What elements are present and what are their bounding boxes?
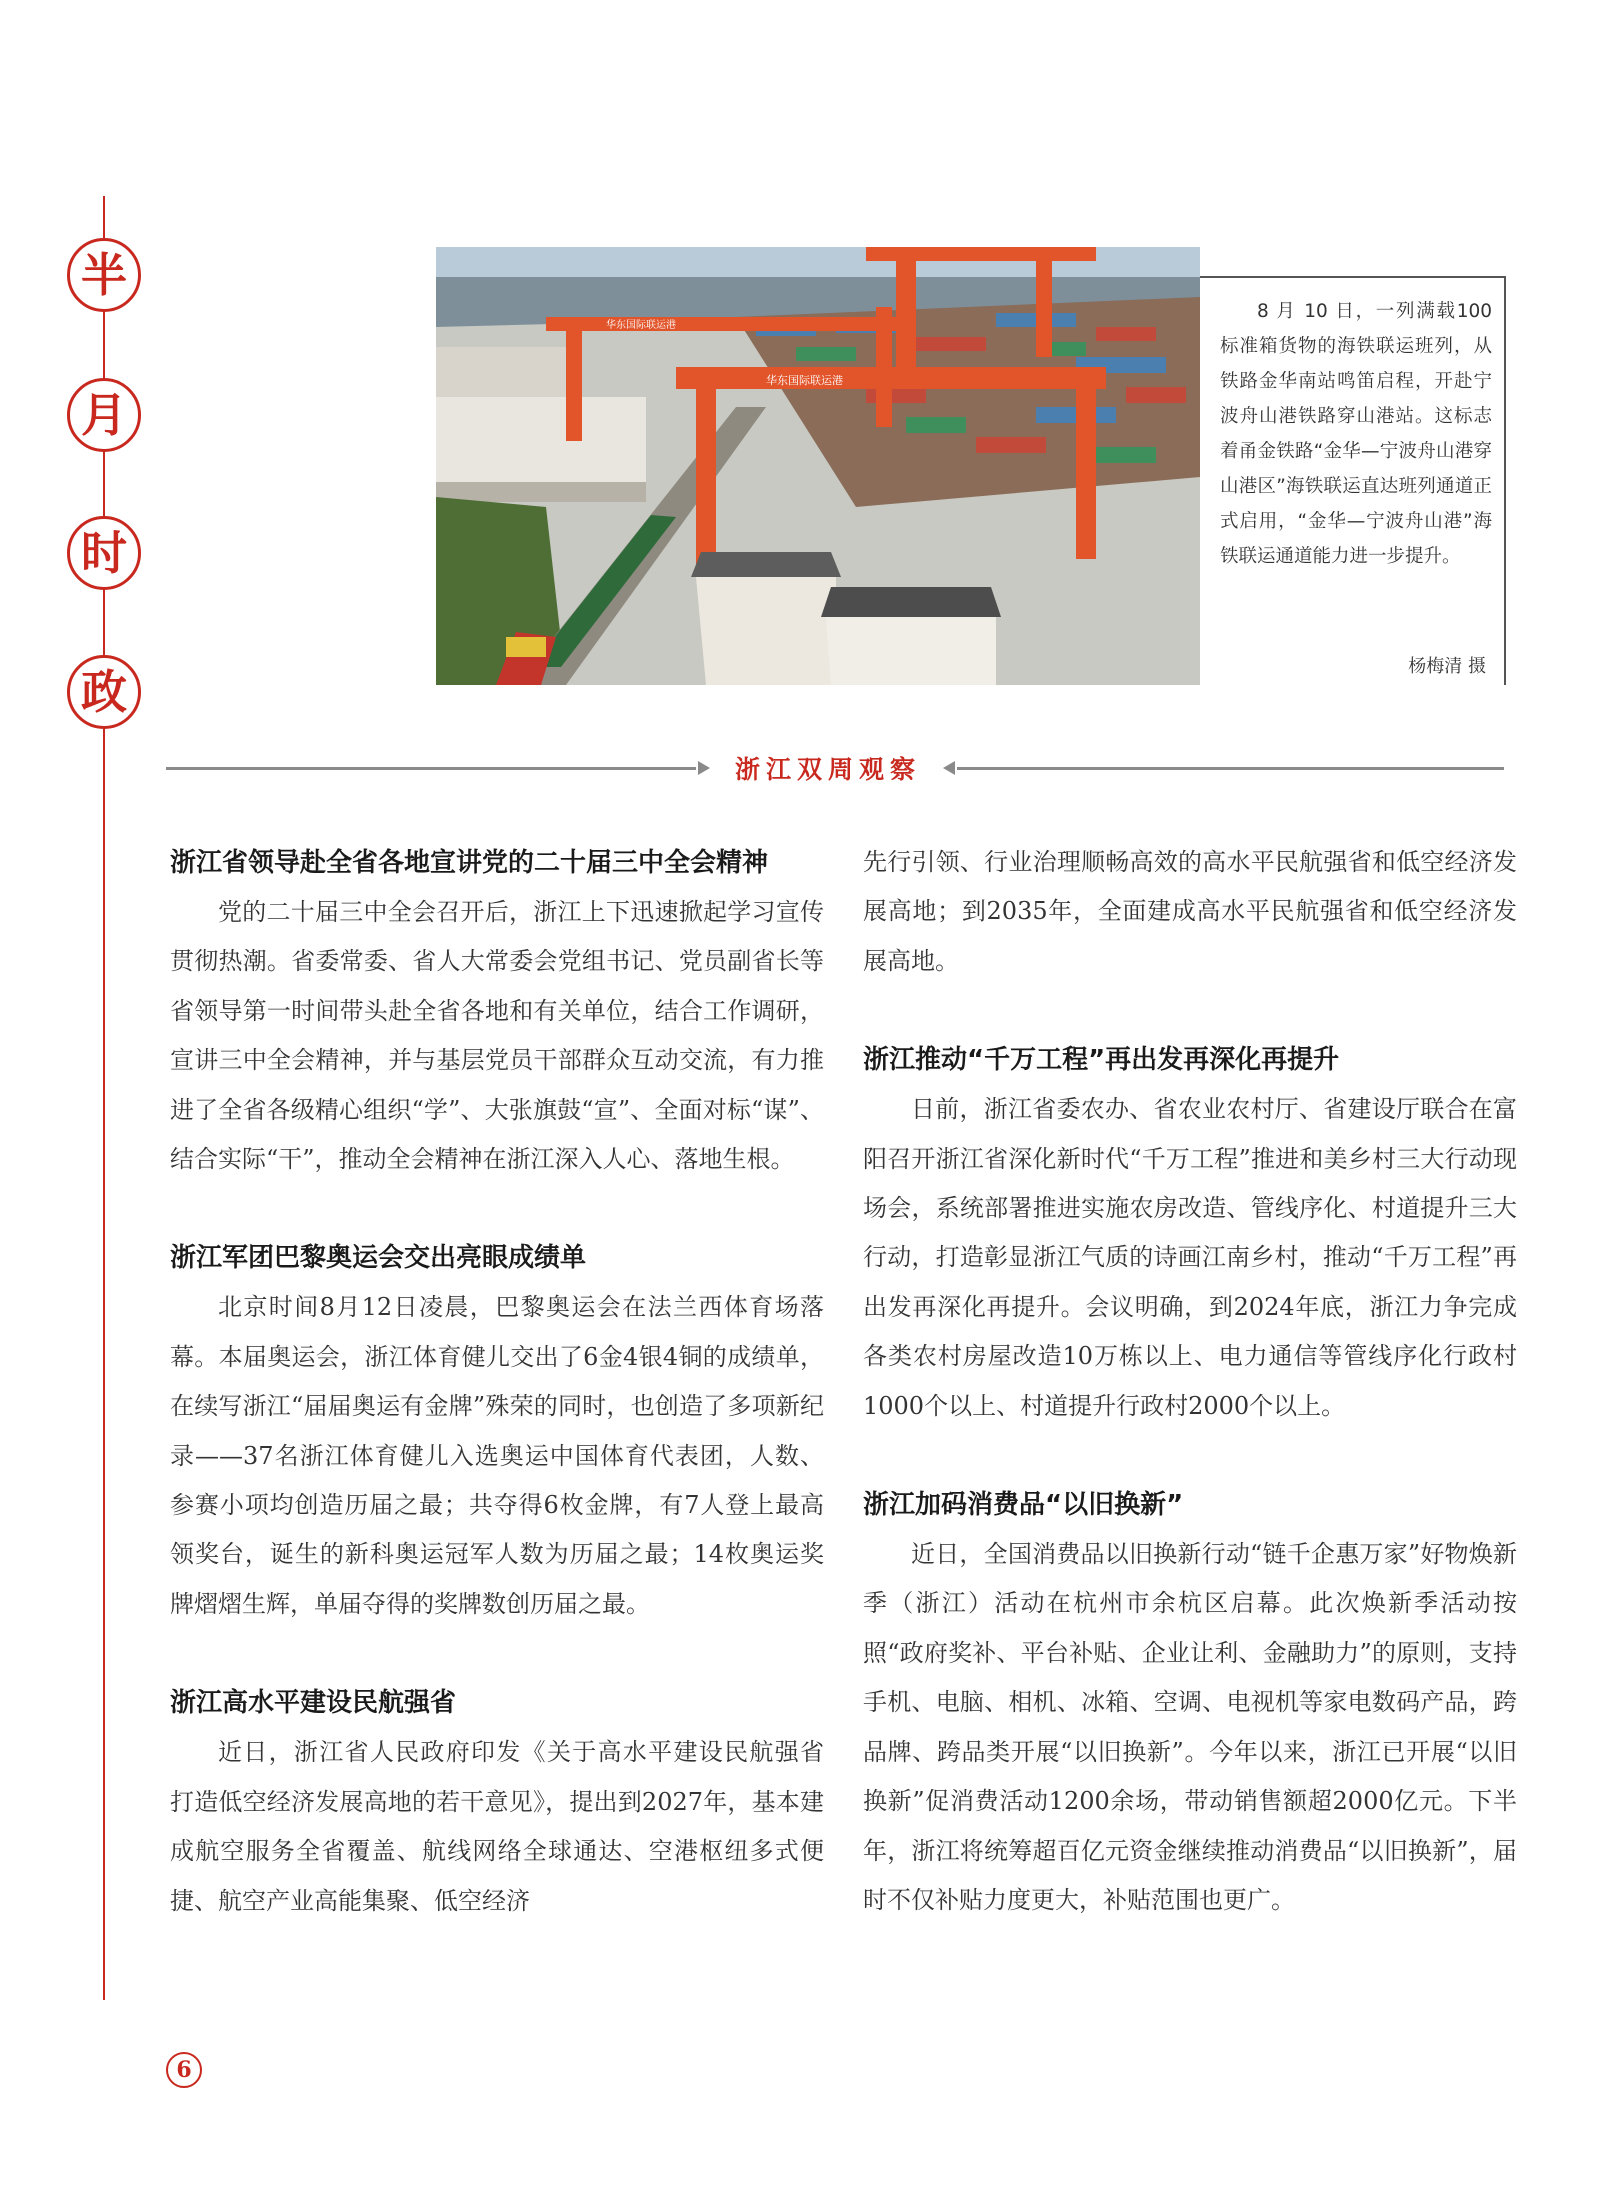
article-title: 浙江高水平建设民航强省 [170,1688,457,1719]
section-rule-right [957,767,1504,770]
page-number: 6 [166,2052,202,2088]
article-body-continued: 先行引领、行业治理顺畅高效的高水平民航强省和低空经济发展高地；到2035年，全面建成高水平民航强省和低空经济发展高地。 [863,848,1517,975]
news-photo [436,247,1200,685]
photo-credit: 杨梅清 摄 [1408,656,1486,677]
right-column [863,838,1517,1925]
side-red-line [103,196,105,2000]
article-title: 浙江省领导赴全省各地宣讲党的二十届三中全会精神 [170,848,769,878]
article-body: 北京时间8月12日凌晨，巴黎奥运会在法兰西体育场落幕。本届奥运会，浙江体育健儿交出了6金4银4铜的成绩单，在续写浙江“届届奥运有金牌”殊荣的同时，也创造了多项新纪录——37名浙江体育健儿入选奥运中国体育代表团，人数、参赛小项均创造历届之最；共夺得6枚金牌，有7人登上最高领奖台，诞生的新科奥运冠军人数为历届之最；14枚奥运奖牌熠熠生辉，单届夺得的奖牌数创历届之最。 [170,1293,824,1618]
article-body: 党的二十届三中全会召开后，浙江上下迅速掀起学习宣传贯彻热潮。省委常委、省人大常委会党组书记、党员副省长等省领导第一时间带头赴全省各地和有关单位，结合工作调研，宣讲三中全会精神，并与基层党员干部群众互动交流，有力推进了全省各级精心组织“学”、大张旗鼓“宣”、全面对标“谋”、结合实际“干”，推动全会精神在浙江深入人心、落地生根。 [170,898,824,1174]
article-title: 浙江加码消费品“以旧换新” [863,1490,1184,1521]
article-body: 近日，全国消费品以旧换新行动“链千企惠万家”好物焕新季（浙江）活动在杭州市余杭区启幕。此次焕新季活动按照“政府奖补、平台补贴、企业让利、金融助力”的原则，支持手机、电脑、相机、冰箱、空调、电视机等家电数码产品，跨品牌、跨品类开展“以旧换新”。今年以来，浙江已开展“以旧换新”促消费活动1200余场，带动销售额超2000亿元。下半年，浙江将统筹超百亿元资金继续推动消费品“以旧换新”，届时不仅补贴力度更大，补贴范围也更广。 [863,1540,1517,1914]
article-body: 近日，浙江省人民政府印发《关于高水平建设民航强省 打造低空经济发展高地的若干意见》，提出到2027年，基本建成航空服务全省覆盖、航线网络全球通达、空港枢纽多式便捷、航空产业高能集聚、低空经济 [170,1738,824,1915]
section-rule-left [166,767,696,770]
crane-sign-2: 华东国际联运港 [606,320,676,331]
article-title: 浙江军团巴黎奥运会交出亮眼成绩单 [170,1243,587,1274]
crane-sign-1: 华东国际联运港 [766,374,843,387]
section-arrow-right [943,761,955,775]
article-title: 浙江推动“千万工程”再出发再深化再提升 [863,1045,1340,1076]
column-title-char-2: 月 [67,378,141,452]
photo-caption: 8 月 10 日，一列满载100标准箱货物的海铁联运班列，从铁路金华南站鸣笛启程，开赴宁波舟山港铁路穿山港站。这标志着甬金铁路“金华—宁波舟山港穿山港区”海铁联运直达班列通道正式启用，“金华—宁波舟山港”海铁联运通道能力进一步提升。 [1220,301,1492,567]
column-title-char-4: 政 [67,655,141,729]
left-column [170,838,824,1926]
column-title-char-3: 时 [67,516,141,590]
column-title-char-1: 半 [67,238,141,312]
article-body: 日前，浙江省委农办、省农业农村厅、省建设厅联合在富阳召开浙江省深化新时代“千万工程”推进和美乡村三大行动现场会，系统部署推进实施农房改造、管线序化、村道提升三大行动，打造彰显浙江气质的诗画江南乡村，推动“千万工程”再出发再深化再提升。会议明确，到2024年底，浙江力争完成各类农村房屋改造10万栋以上、电力通信等管线序化行政村1000个以上、村道提升行政村2000个以上。 [863,1095,1517,1420]
section-title: 浙江双周观察 [734,755,921,784]
